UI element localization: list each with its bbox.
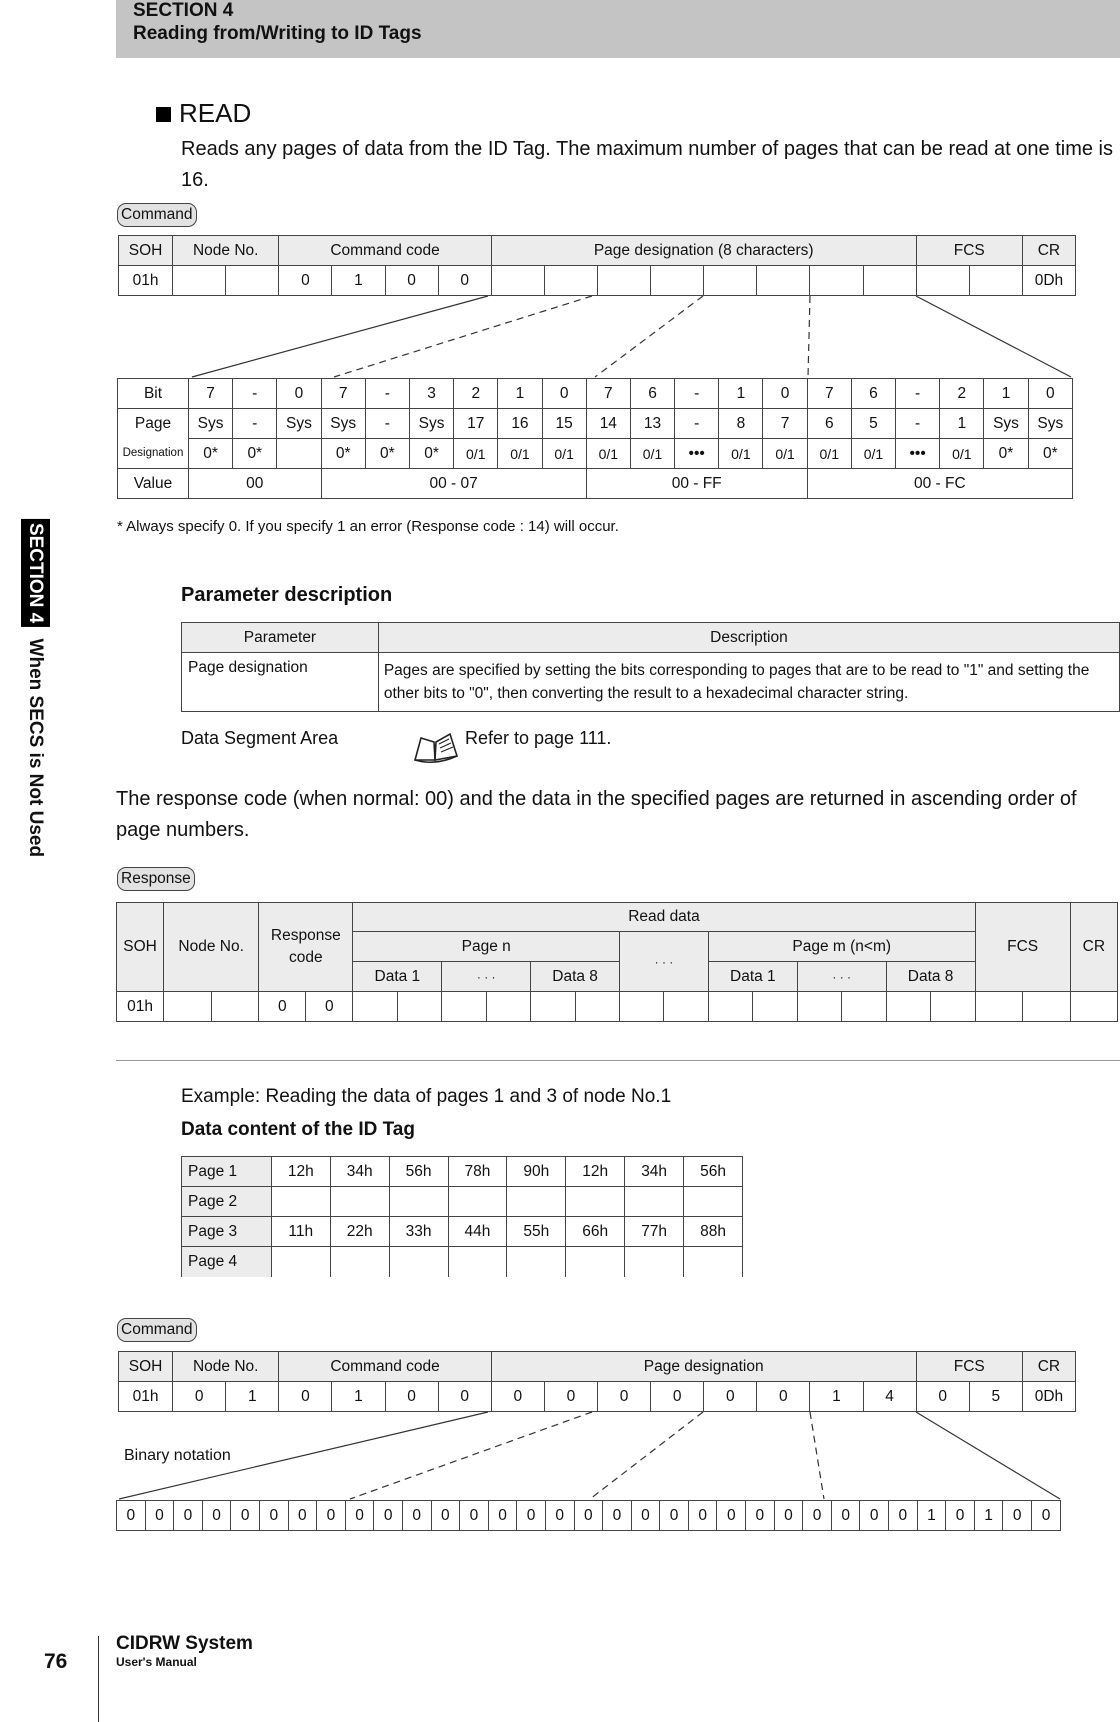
- bit-cell: -: [675, 379, 719, 409]
- page-cell: 7: [763, 409, 807, 439]
- binary-bit: 0: [288, 1501, 317, 1531]
- value-cell: 00 - FF: [586, 469, 807, 499]
- id-tag-cell: 33h: [389, 1217, 448, 1247]
- designation-cell: 0*: [321, 439, 365, 469]
- cmd2-cell: 1: [810, 1382, 863, 1412]
- id-tag-cell: 44h: [448, 1217, 507, 1247]
- bit-cell: 1: [498, 379, 542, 409]
- designation-cell: •••: [675, 439, 719, 469]
- id-tag-cell: [625, 1187, 684, 1217]
- designation-cell: 0/1: [851, 439, 895, 469]
- bit-cell: 2: [454, 379, 498, 409]
- side-tab-section: SECTION 4: [21, 519, 50, 627]
- resp-cell: 0: [259, 992, 306, 1022]
- cmd2-header-command-code: Command code: [279, 1352, 491, 1382]
- binary-bit: 0: [345, 1501, 374, 1531]
- id-tag-cell: [507, 1187, 566, 1217]
- id-tag-cell: [271, 1247, 330, 1277]
- bit-cell: 7: [807, 379, 851, 409]
- page-cell: 14: [586, 409, 630, 439]
- id-tag-cell: 90h: [507, 1157, 566, 1187]
- id-tag-cell: 56h: [684, 1157, 743, 1187]
- id-tag-cell: [684, 1187, 743, 1217]
- cmd2-header-cr: CR: [1022, 1352, 1075, 1382]
- cmd2-cell: 5: [969, 1382, 1022, 1412]
- designation-cell: 0*: [233, 439, 277, 469]
- resp-cell: [164, 992, 212, 1022]
- resp-header-cr: CR: [1070, 903, 1117, 992]
- binary-bit: 0: [374, 1501, 403, 1531]
- param-col-description: Description: [378, 623, 1119, 653]
- resp-cell: [531, 992, 575, 1022]
- footnote: * Always specify 0. If you specify 1 an error (Response code : 14) will occur.: [117, 518, 619, 535]
- id-tag-cell: [448, 1187, 507, 1217]
- id-tag-cell: 12h: [271, 1157, 330, 1187]
- binary-bit: 0: [803, 1501, 832, 1531]
- resp-cell: [753, 992, 797, 1022]
- example-subheading: Data content of the ID Tag: [181, 1119, 415, 1140]
- id-tag-cell: 88h: [684, 1217, 743, 1247]
- bit-cell: 0: [763, 379, 807, 409]
- cmd2-cell: 0Dh: [1022, 1382, 1075, 1412]
- section-divider: [116, 1060, 1120, 1061]
- param-table: [181, 622, 1120, 712]
- binary-bit: 1: [974, 1501, 1003, 1531]
- designation-cell: 0/1: [719, 439, 763, 469]
- bit-cell: 7: [188, 379, 232, 409]
- id-tag-cell: 78h: [448, 1157, 507, 1187]
- binary-bit: 0: [174, 1501, 203, 1531]
- side-tab-title: When SECS is Not Used: [25, 638, 46, 858]
- response-table: [116, 902, 1118, 1022]
- bit-cell: -: [896, 379, 940, 409]
- page-cell: -: [365, 409, 409, 439]
- cmd2-cell: 0: [279, 1382, 332, 1412]
- page-cell: Sys: [277, 409, 321, 439]
- param-col-parameter: Parameter: [182, 623, 379, 653]
- binary-bit: 0: [259, 1501, 288, 1531]
- command-tag: Command: [117, 1318, 197, 1342]
- resp-cell: [842, 992, 886, 1022]
- resp-cell: [212, 992, 259, 1022]
- binary-bit: 0: [117, 1501, 146, 1531]
- id-tag-page-label: Page 4: [182, 1247, 272, 1277]
- binary-bit: 0: [488, 1501, 517, 1531]
- cmd-header-node: Node No.: [173, 236, 279, 266]
- designation-cell: 0*: [984, 439, 1028, 469]
- param-heading: Parameter description: [181, 584, 393, 606]
- data-segment-ref: Refer to page 111.: [465, 728, 612, 748]
- designation-cell: 0/1: [763, 439, 807, 469]
- bit-cell: 1: [719, 379, 763, 409]
- designation-row-label: Designation: [118, 439, 189, 469]
- resp-cell: [1022, 992, 1070, 1022]
- designation-cell: 0/1: [454, 439, 498, 469]
- data-segment-label: Data Segment Area: [181, 728, 339, 748]
- resp-cell: [442, 992, 486, 1022]
- footer-title: CIDRW System: [116, 1633, 253, 1654]
- resp-cell: [575, 992, 619, 1022]
- bit-cell: 1: [984, 379, 1028, 409]
- cmd2-cell: 01h: [119, 1382, 173, 1412]
- binary-bit: 0: [574, 1501, 603, 1531]
- id-tag-cell: [625, 1247, 684, 1277]
- resp-header-soh: SOH: [117, 903, 164, 992]
- id-tag-cell: [330, 1187, 389, 1217]
- binary-bit: 0: [145, 1501, 174, 1531]
- binary-bit: 0: [431, 1501, 460, 1531]
- designation-cell: 0/1: [542, 439, 586, 469]
- resp-cell: 01h: [117, 992, 164, 1022]
- id-tag-cell: 56h: [389, 1157, 448, 1187]
- value-row-label: Value: [118, 469, 189, 499]
- resp-cell: [353, 992, 397, 1022]
- bit-cell: 6: [851, 379, 895, 409]
- bit-cell: 0: [277, 379, 321, 409]
- resp-cell: [931, 992, 975, 1022]
- cmd2-header-fcs: FCS: [916, 1352, 1022, 1382]
- cmd-header-soh: SOH: [119, 236, 173, 266]
- bit-cell: 7: [586, 379, 630, 409]
- cmd-header-cr: CR: [1022, 236, 1075, 266]
- binary-notation-label: Binary notation: [124, 1447, 231, 1464]
- binary-bit: 0: [746, 1501, 775, 1531]
- page-cell: Sys: [984, 409, 1028, 439]
- bit-cell: 0: [542, 379, 586, 409]
- resp-header-data8: Data 8: [531, 962, 620, 992]
- cmd2-header-soh: SOH: [119, 1352, 173, 1382]
- header-title: Reading from/Writing to ID Tags: [133, 23, 422, 44]
- id-tag-cell: 22h: [330, 1217, 389, 1247]
- designation-cell: 0/1: [498, 439, 542, 469]
- cmd2-cell: 0: [173, 1382, 226, 1412]
- id-tag-content-table: [181, 1156, 743, 1277]
- binary-bit: 0: [1003, 1501, 1032, 1531]
- page-cell: 17: [454, 409, 498, 439]
- bit-cell: -: [365, 379, 409, 409]
- binary-bit: 0: [460, 1501, 489, 1531]
- param-row-description: Pages are specified by setting the bits corresponding to pages that are to be read to "1" and setting the other bits to "0", then converting the result to a hexadecimal character string.: [378, 653, 1119, 712]
- resp-cell: [486, 992, 530, 1022]
- page-cell: Sys: [1028, 409, 1072, 439]
- id-tag-cell: [448, 1247, 507, 1277]
- resp-header-dots: · · ·: [797, 962, 886, 992]
- designation-cell: 0*: [409, 439, 453, 469]
- binary-bit: 0: [774, 1501, 803, 1531]
- binary-table: [116, 1500, 1061, 1531]
- binary-bit: 0: [831, 1501, 860, 1531]
- page-cell: -: [233, 409, 277, 439]
- page-cell: 1: [940, 409, 984, 439]
- cmd2-cell: 0: [704, 1382, 757, 1412]
- binary-bit: 0: [1032, 1501, 1061, 1531]
- page-cell: 15: [542, 409, 586, 439]
- binary-bit: 0: [545, 1501, 574, 1531]
- cmd2-cell: 1: [332, 1382, 385, 1412]
- cmd2-cell: 0: [916, 1382, 969, 1412]
- binary-bit: 0: [231, 1501, 260, 1531]
- bit-table: [117, 378, 1073, 499]
- footer-subtitle: User's Manual: [116, 1655, 197, 1669]
- page-cell: Sys: [321, 409, 365, 439]
- example-line: Example: Reading the data of pages 1 and 3 of node No.1: [181, 1086, 672, 1107]
- value-cell: 00: [188, 469, 321, 499]
- resp-cell: [664, 992, 708, 1022]
- resp-header-read-data: Read data: [353, 903, 975, 932]
- resp-cell: [797, 992, 841, 1022]
- header-section: SECTION 4: [133, 0, 234, 21]
- id-tag-cell: 12h: [566, 1157, 625, 1187]
- read-intro: Reads any pages of data from the ID Tag. The maximum number of pages that can be read at one time is 16.: [181, 138, 1114, 191]
- bit-cell: 0: [1028, 379, 1072, 409]
- cmd2-cell: 0: [385, 1382, 438, 1412]
- id-tag-cell: 11h: [271, 1217, 330, 1247]
- id-tag-cell: [507, 1247, 566, 1277]
- binary-bit: 0: [688, 1501, 717, 1531]
- resp-header-dots: · · ·: [442, 962, 531, 992]
- id-tag-cell: [389, 1247, 448, 1277]
- id-tag-cell: [566, 1247, 625, 1277]
- binary-bit: 0: [202, 1501, 231, 1531]
- resp-cell: [620, 992, 664, 1022]
- page-cell: 8: [719, 409, 763, 439]
- id-tag-cell: 55h: [507, 1217, 566, 1247]
- binary-bit: 0: [317, 1501, 346, 1531]
- cmd-cell: 0: [279, 266, 332, 296]
- resp-header-code: Response code: [259, 903, 353, 992]
- expansion-lines-1: [0, 0, 1120, 400]
- resp-header-fcs: FCS: [975, 903, 1070, 992]
- id-tag-cell: 77h: [625, 1217, 684, 1247]
- resp-cell: [886, 992, 930, 1022]
- cmd-cell: 0: [438, 266, 491, 296]
- cmd2-cell: 0: [491, 1382, 544, 1412]
- cmd-cell: 0: [385, 266, 438, 296]
- binary-bit: 0: [402, 1501, 431, 1531]
- resp-cell: [975, 992, 1022, 1022]
- designation-cell: 0/1: [807, 439, 851, 469]
- page-cell: Sys: [188, 409, 232, 439]
- resp-header-node: Node No.: [164, 903, 259, 992]
- binary-bit: 0: [717, 1501, 746, 1531]
- bit-cell: 2: [940, 379, 984, 409]
- bit-cell: 6: [630, 379, 674, 409]
- resp-cell: [708, 992, 752, 1022]
- binary-bit: 0: [603, 1501, 632, 1531]
- cmd-cell: 1: [332, 266, 385, 296]
- binary-bit: 0: [946, 1501, 975, 1531]
- command-tag: Command: [117, 203, 197, 227]
- id-tag-cell: [684, 1247, 743, 1277]
- binary-bit: 1: [917, 1501, 946, 1531]
- cmd2-header-node: Node No.: [173, 1352, 279, 1382]
- response-tag: Response: [117, 867, 195, 891]
- designation-cell: [277, 439, 321, 469]
- resp-cell: [1070, 992, 1117, 1022]
- resp-header-page-n: Page n: [353, 932, 620, 962]
- binary-bit: 0: [517, 1501, 546, 1531]
- cmd2-cell: 0: [597, 1382, 650, 1412]
- cmd2-cell: 0: [757, 1382, 810, 1412]
- cmd-cell: 0Dh: [1022, 266, 1075, 296]
- resp-cell: [397, 992, 441, 1022]
- id-tag-cell: 34h: [330, 1157, 389, 1187]
- value-cell: 00 - FC: [807, 469, 1072, 499]
- page-cell: -: [896, 409, 940, 439]
- id-tag-page-label: Page 2: [182, 1187, 272, 1217]
- designation-cell: 0*: [188, 439, 232, 469]
- id-tag-cell: 66h: [566, 1217, 625, 1247]
- read-heading-text: READ: [179, 98, 252, 128]
- page-cell: 13: [630, 409, 674, 439]
- id-tag-cell: [389, 1187, 448, 1217]
- binary-bit: 0: [660, 1501, 689, 1531]
- cmd-header-page-designation: Page designation (8 characters): [491, 236, 916, 266]
- id-tag-cell: [271, 1187, 330, 1217]
- resp-header-data1: Data 1: [353, 962, 442, 992]
- cmd2-cell: 0: [651, 1382, 704, 1412]
- resp-header-data8: Data 8: [886, 962, 975, 992]
- cmd-cell: 01h: [119, 266, 173, 296]
- cmd2-header-page-designation: Page designation: [491, 1352, 916, 1382]
- designation-cell: 0/1: [630, 439, 674, 469]
- designation-cell: 0/1: [586, 439, 630, 469]
- resp-header-data1: Data 1: [708, 962, 797, 992]
- response-text: The response code (when normal: 00) and the data in the specified pages are returned in ascending order of page numbers.: [116, 788, 1077, 841]
- bit-row-label: Bit: [118, 379, 189, 409]
- bit-cell: -: [233, 379, 277, 409]
- cmd2-cell: 0: [544, 1382, 597, 1412]
- id-tag-cell: [330, 1247, 389, 1277]
- cmd2-cell: 4: [863, 1382, 916, 1412]
- id-tag-page-label: Page 3: [182, 1217, 272, 1247]
- designation-cell: 0*: [365, 439, 409, 469]
- cmd2-cell: 0: [438, 1382, 491, 1412]
- resp-header-page-m: Page m (n<m): [708, 932, 975, 962]
- bit-cell: 3: [409, 379, 453, 409]
- footer-page-number: 76: [44, 1650, 68, 1673]
- cmd-header-fcs: FCS: [916, 236, 1022, 266]
- cmd2-cell: 1: [226, 1382, 279, 1412]
- id-tag-page-label: Page 1: [182, 1157, 272, 1187]
- binary-bit: 0: [631, 1501, 660, 1531]
- id-tag-cell: 34h: [625, 1157, 684, 1187]
- param-row-parameter: Page designation: [182, 653, 379, 712]
- bit-cell: 7: [321, 379, 365, 409]
- binary-bit: 0: [889, 1501, 918, 1531]
- book-icon: [412, 730, 460, 764]
- page-row-label: Page: [118, 409, 189, 439]
- footer-divider: [98, 1636, 99, 1722]
- id-tag-cell: [566, 1187, 625, 1217]
- value-cell: 00 - 07: [321, 469, 586, 499]
- page-cell: -: [675, 409, 719, 439]
- page-cell: 5: [851, 409, 895, 439]
- side-tab: [2, 512, 68, 864]
- designation-cell: •••: [896, 439, 940, 469]
- page-cell: 6: [807, 409, 851, 439]
- binary-bit: 0: [860, 1501, 889, 1531]
- resp-header-dots: · · ·: [620, 932, 709, 992]
- resp-cell: 0: [306, 992, 353, 1022]
- page-cell: 16: [498, 409, 542, 439]
- designation-cell: 0*: [1028, 439, 1072, 469]
- designation-cell: 0/1: [940, 439, 984, 469]
- cmd-header-command-code: Command code: [279, 236, 491, 266]
- page-cell: Sys: [409, 409, 453, 439]
